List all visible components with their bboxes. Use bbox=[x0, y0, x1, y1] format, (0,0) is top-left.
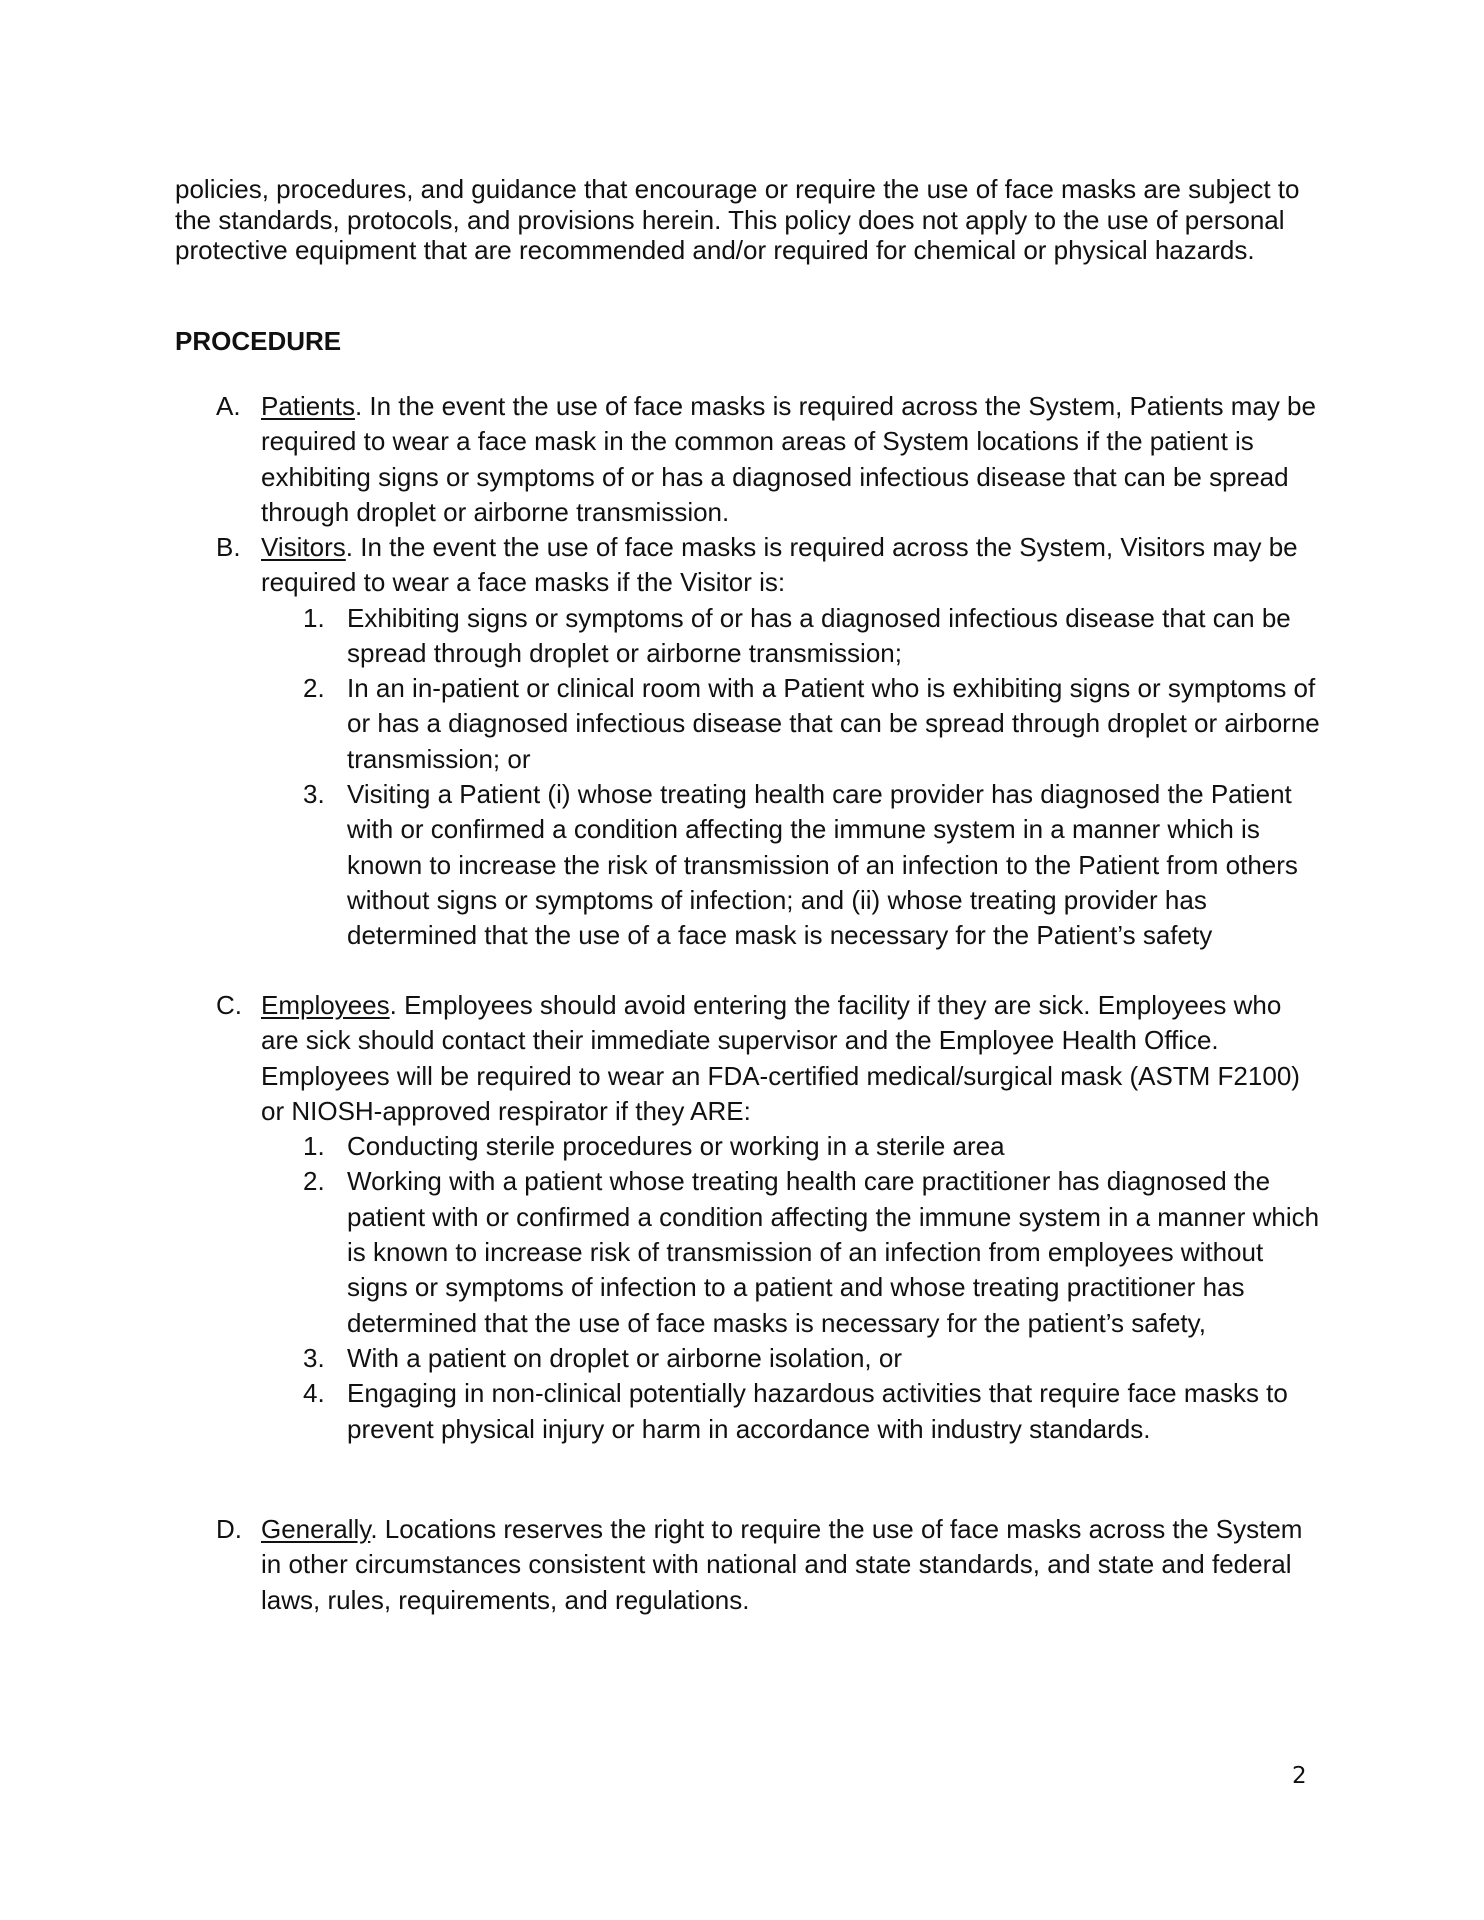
list-item-number: 2. bbox=[303, 673, 325, 704]
list-item-number: 4. bbox=[303, 1378, 325, 1409]
list-item-text: Exhibiting signs or symptoms of or has a diagnosed infectious disease that can be spread through droplet or airborne transmission; bbox=[347, 602, 1291, 668]
list-item bbox=[303, 1376, 1326, 1447]
section-title: Generally bbox=[261, 1514, 371, 1544]
list-item bbox=[303, 777, 1326, 953]
section-generally bbox=[216, 1512, 1326, 1618]
section-body bbox=[261, 530, 1326, 601]
section-title: Employees bbox=[261, 990, 390, 1020]
visitor-conditions-list bbox=[216, 601, 1326, 954]
list-item-text: Engaging in non-clinical potentially hazardous activities that require face masks to prevent physical injury or harm in accordance with industry standards. bbox=[347, 1378, 1288, 1444]
list-item bbox=[303, 671, 1326, 777]
list-item-text: Visiting a Patient (i) whose treating health care provider has diagnosed the Patient with or confirmed a condition affecting the immune system in a manner which is known to increase the risk of transmission of an infection to the Patient from others without signs or symptoms of infection; and (ii) whose treating provider has determined that the use of a face mask is necessary for the Patient’s safety bbox=[347, 779, 1298, 951]
list-item bbox=[303, 1164, 1326, 1340]
section-employees bbox=[216, 988, 1326, 1447]
list-item bbox=[303, 1341, 1326, 1376]
section-visitors bbox=[216, 530, 1326, 954]
page-number: 2 bbox=[1292, 1763, 1307, 1789]
section-text: . In the event the use of face masks is required across the System, Patients may be required to wear a face mask in the common areas of System locations if the patient is exhibiting signs or symptoms of or has a diagnosed infectious disease that can be spread through droplet or airborne transmission. bbox=[261, 391, 1316, 527]
section-letter: D. bbox=[216, 1514, 242, 1544]
section-text: . Locations reserves the right to require the use of face masks across the System in other circumstances consistent with national and state standards, and state and federal laws, rules, requirements, and regulations. bbox=[261, 1514, 1303, 1615]
section-body bbox=[261, 389, 1326, 530]
list-item-text: With a patient on droplet or airborne isolation, or bbox=[347, 1342, 902, 1373]
list-item-number: 1. bbox=[303, 602, 325, 633]
employee-conditions-list bbox=[216, 1129, 1326, 1447]
list-item-text: In an in-patient or clinical room with a Patient who is exhibiting signs or symptoms of or has a diagnosed infectious disease that can be spread through droplet or airborne transmission; or bbox=[347, 673, 1320, 774]
section-title: Visitors bbox=[261, 532, 346, 562]
list-item-number: 1. bbox=[303, 1131, 325, 1162]
section-heading: PROCEDURE bbox=[175, 326, 342, 356]
list-item-number: 3. bbox=[303, 779, 325, 810]
section-letter: C. bbox=[216, 990, 242, 1020]
list-item-text: Conducting sterile procedures or working in a sterile area bbox=[347, 1131, 1005, 1162]
section-body bbox=[261, 988, 1326, 1129]
list-item-text: Working with a patient whose treating health care practitioner has diagnosed the patient with or confirmed a condition affecting the immune system in a manner which is known to increase risk of transmission of an infection from employees without signs or symptoms of infection to a patient and whose treating practitioner has determined that the use of face masks is necessary for the patient’s safety, bbox=[347, 1166, 1320, 1338]
list-item-number: 2. bbox=[303, 1166, 325, 1197]
section-letter: B. bbox=[216, 532, 241, 562]
section-title: Patients bbox=[261, 391, 355, 421]
section-letter: A. bbox=[216, 391, 241, 421]
list-item bbox=[303, 601, 1326, 672]
section-text: . Employees should avoid entering the facility if they are sick. Employees who are sick should contact their immediate supervisor and the Employee Health Office. Employees will be required to wear an FDA-certified medical/surgical mask (ASTM F2100) or NIOSH-approved respirator if they ARE: bbox=[261, 990, 1300, 1126]
section-patients bbox=[216, 389, 1326, 530]
intro-paragraph: policies, procedures, and guidance that encourage or require the use of face masks are subject to the standards, protocols, and provisions herein. This policy does not apply to the use of personal protective equipment that are recommended and/or required for chemical or physical hazards. bbox=[175, 174, 1300, 265]
list-item-number: 3. bbox=[303, 1342, 325, 1373]
section-body bbox=[261, 1512, 1326, 1618]
section-text: . In the event the use of face masks is required across the System, Visitors may be required to wear a face masks if the Visitor is: bbox=[261, 532, 1298, 598]
list-item bbox=[303, 1129, 1326, 1164]
